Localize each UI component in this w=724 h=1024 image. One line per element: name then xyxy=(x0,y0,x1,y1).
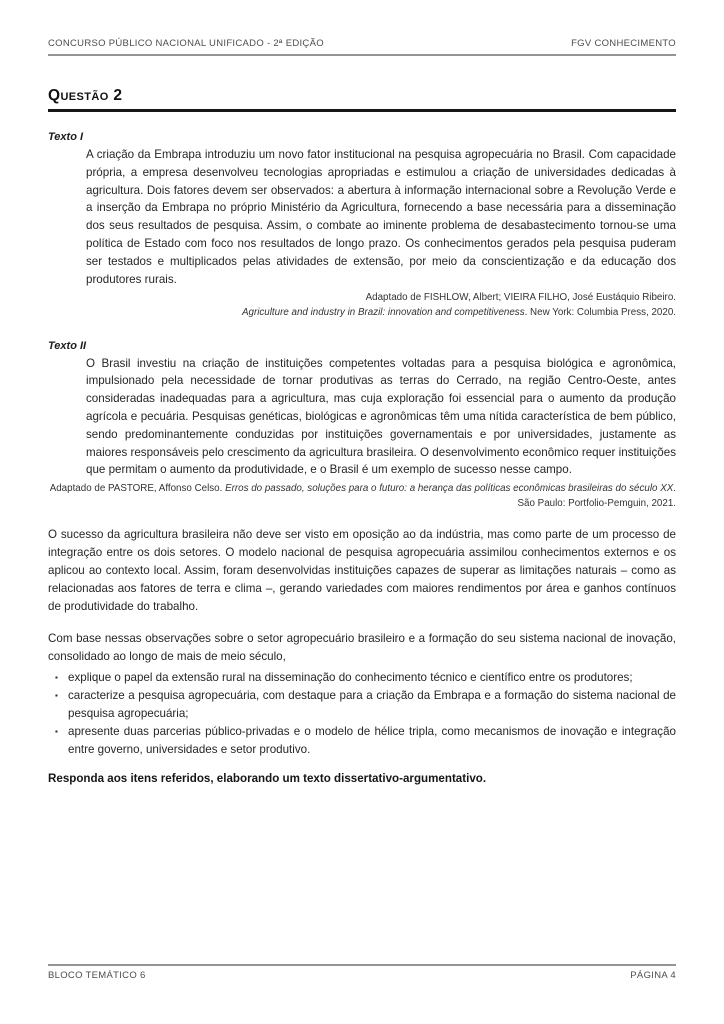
header-exam-title: CONCURSO PÚBLICO NACIONAL UNIFICADO - 2ª EDIÇÃO xyxy=(48,38,324,49)
texto2-citation-author: Adaptado de PASTORE, Affonso Celso. xyxy=(49,483,226,495)
texto2-label: Texto II xyxy=(48,339,87,352)
answer-instruction: Responda aos itens referidos, elaborando um texto dissertativo-argumentativo. xyxy=(48,772,487,786)
texto1-label: Texto I xyxy=(48,131,84,143)
footer-block-label: BLOCO TEMÁTICO 6 xyxy=(48,970,146,981)
texto1-citation-publisher: . New York: Columbia Press, 2020. xyxy=(524,306,676,318)
texto1-citation xyxy=(48,291,676,320)
bullet-marker: ▪ xyxy=(55,691,58,701)
task-bullet-list xyxy=(48,669,676,759)
texto2-citation-book-title: Erros do passado, soluções para o futuro: a herança das políticas econômicas brasileiras do século XX xyxy=(225,483,674,495)
footer-page-number: PÁGINA 4 xyxy=(630,970,676,981)
list-item xyxy=(48,723,676,759)
bullet-text: caracterize a pesquisa agropecuária, com destaque para a criação da Embrapa e a formação do sistema nacional de pesquisa agropecuária; xyxy=(68,689,676,721)
question-title-rule xyxy=(48,109,676,112)
bullet-text: explique o papel da extensão rural na disseminação do conhecimento técnico e científico entre os produtores; xyxy=(68,671,633,685)
question-title: Questão 2 xyxy=(48,87,123,104)
list-item xyxy=(48,687,676,723)
list-item xyxy=(48,669,676,687)
page-header xyxy=(48,38,676,56)
texto2-citation xyxy=(48,482,676,511)
page-footer xyxy=(48,964,676,981)
texto1-citation-authors: Adaptado de FISHLOW, Albert; VIEIRA FILHO, José Eustáquio Ribeiro. xyxy=(365,292,676,304)
bullet-text: apresente duas parcerias público-privadas e o modelo de hélice tripla, como mecanismos de inovação e integração entre governo, universidades e setor produtivo. xyxy=(68,725,676,757)
header-org-name: FGV CONHECIMENTO xyxy=(571,38,676,49)
bullet-marker: ▪ xyxy=(55,727,58,737)
texto2-citation-publisher: . São Paulo: Portfolio-Pemguin, 2021. xyxy=(517,483,676,509)
statement-paragraph-1: O sucesso da agricultura brasileira não deve ser visto em oposição ao da indústria, mas como parte de um processo de integração entre os dois setores. O modelo nacional de pesquisa agropecuária assimilou conhecimentos externos e os aplicou ao contexto local. Assim, foram desenvolvidas instituições capazes de superar as limitações naturais – como as relacionadas aos fatores de terra e clima –, gerando variedades com maiores rendimentos por área e ganhos contínuos de produtividade do trabalho. xyxy=(48,528,676,614)
bullet-marker: ▪ xyxy=(55,673,58,683)
texto1-body: A criação da Embrapa introduziu um novo fator institucional na pesquisa agropecuária no Brasil. Com capacidade própria, a empresa desenvolveu tecnologias apropriadas e estimulou a criação de universidades dedicadas à agricultura. Dois fatores devem ser observados: a abertura à informação internacional sobre a Revolução Verde e a inserção da Embrapa no próprio Ministério da Agricultura, fornecendo a base necessária para a disseminação dos seus resultados de pesquisa. Assim, o combate ao iminente problema de desabastecimento tornou-se uma política de Estado com foco nos resultados de longo prazo. Os conhecimentos gerados pela pesquisa puderam ser testados e multiplicados pelas atividades de extensão, por meio da conscientização e da educação dos produtores rurais. xyxy=(86,148,676,286)
texto1-citation-book-title: Agriculture and industry in Brazil: innovation and competitiveness xyxy=(241,306,525,318)
statement-paragraph-2: Com base nessas observações sobre o setor agropecuário brasileiro e a formação do seu sistema nacional de inovação, consolidado ao longo de mais de meio século, xyxy=(48,632,676,664)
texto2-body: O Brasil investiu na criação de instituições competentes voltadas para a pesquisa biológica e agronômica, impulsionado pela necessidade de tornar produtivas as terras do Cerrado, na região Centro-Oeste, antes consideradas inadequadas para a agricultura, mas cuja exploração foi essencial para o aumento da produção agrícola e pecuária. Pesquisas genéticas, biológicas e agronômicas têm uma nítida característica de bem público, sendo predominantemente conduzidas por instituições governamentais e por universidades, justamente as maiores responsáveis pelo crescimento da agricultura brasileira. O desenvolvimento econômico requer instituições que permitam o aumento da produtividade, e o Brasil é um exemplo de sucesso nesse campo. xyxy=(86,356,676,477)
